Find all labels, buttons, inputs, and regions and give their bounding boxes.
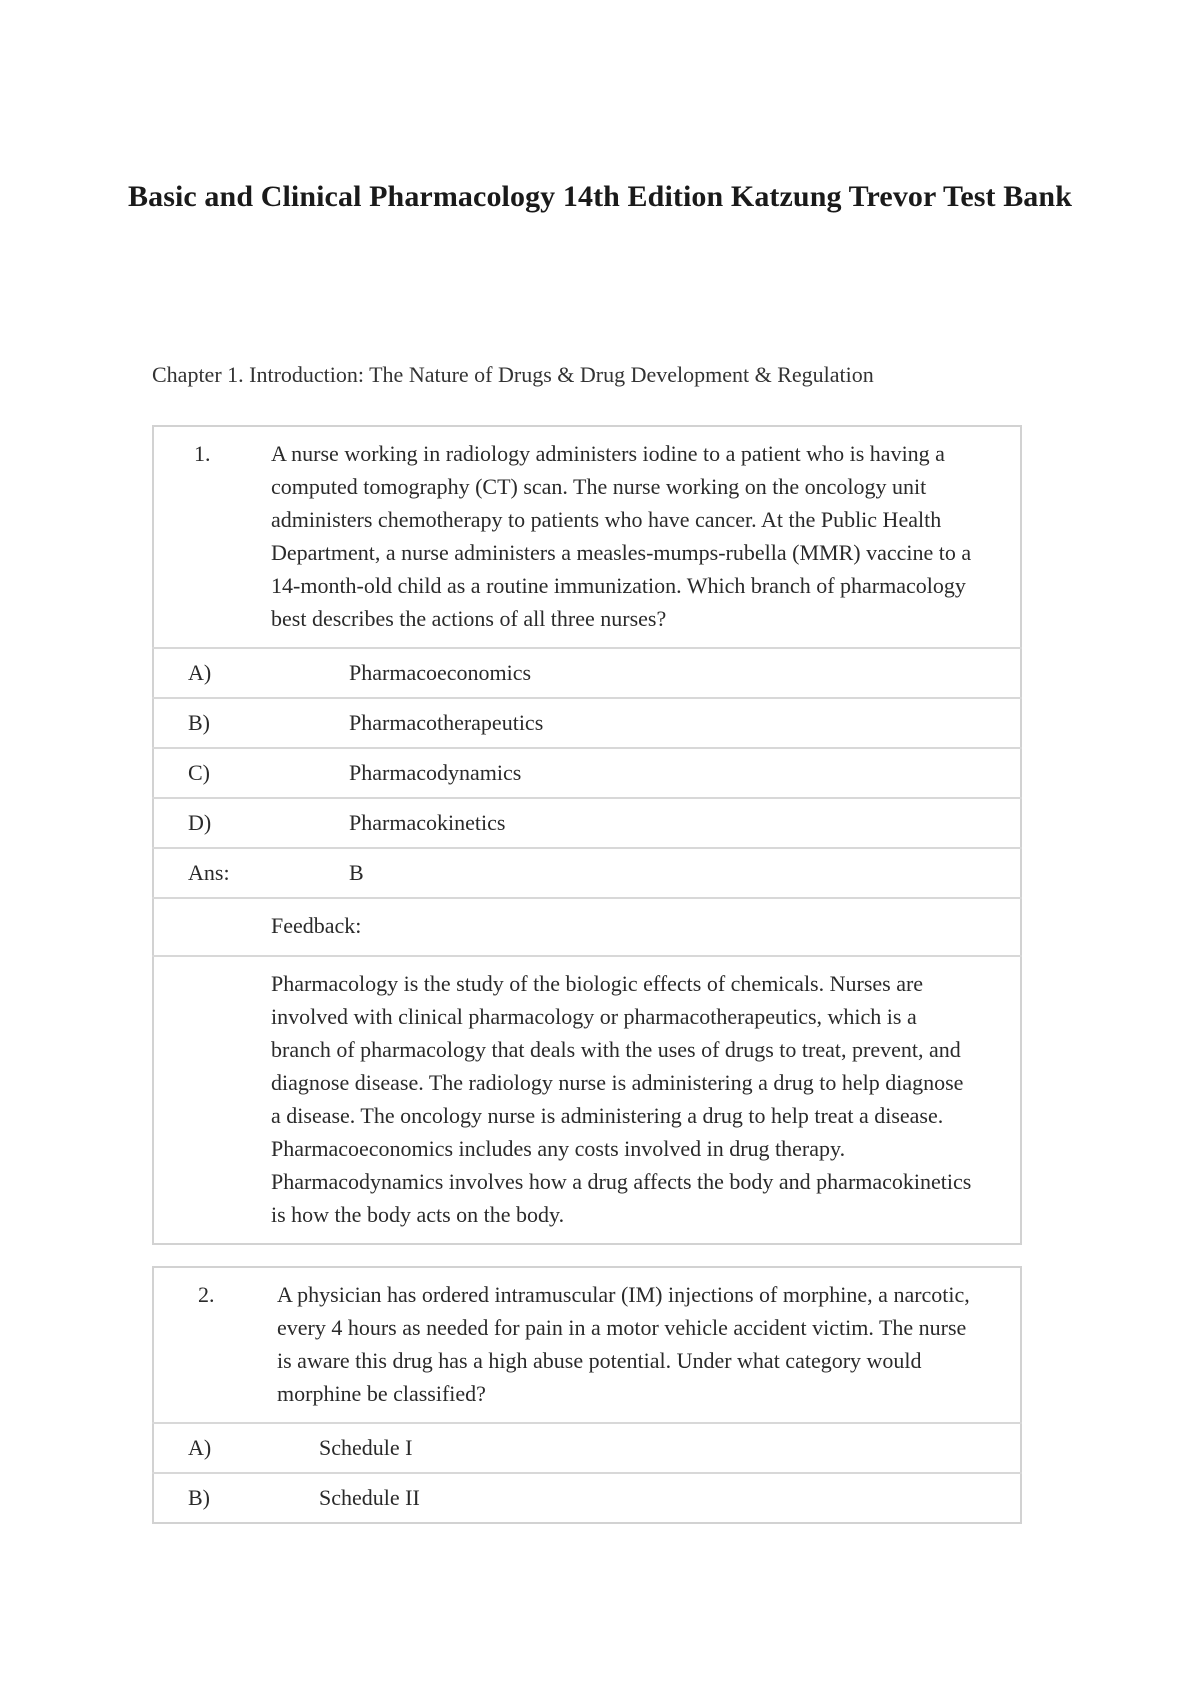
question-table-1 — [152, 425, 1022, 1245]
chapter-heading: Chapter 1. Introduction: The Nature of Drugs & Drug Development & Regulation — [152, 362, 874, 387]
option-label: A) — [153, 648, 271, 698]
option-row — [153, 1423, 1021, 1473]
feedback-text: Pharmacology is the study of the biologic effects of chemicals. Nurses are involved with clinical pharmacology or pharmacotherapeutics, which is a branch of pharmacology that deals with the uses of drugs to treat, prevent, and diagnose disease. The radiology nurse is administering a drug to help diagnose a disease. The oncology nurse is administering a drug to help treat a disease. Pharmacoeconomics includes any costs involved in drug therapy. Pharmacodynamics involves how a drug affects the body and pharmacokinetics is how the body acts on the body. — [271, 956, 1021, 1244]
option-row — [153, 648, 1021, 698]
document-title: Basic and Clinical Pharmacology 14th Edition Katzung Trevor Test Bank — [128, 180, 1072, 213]
option-text: Schedule II — [277, 1473, 1021, 1523]
question-stem: A nurse working in radiology administers iodine to a patient who is having a computed tomography (CT) scan. The nurse working on the oncology unit administers chemotherapy to patients who have cancer. At the Public Health Department, a nurse administers a measles-mumps-rubella (MMR) vaccine to a 14-month-old child as a routine immunization. Which branch of pharmacology best describes the actions of all three nurses? — [271, 441, 972, 631]
question-number: 1. — [194, 441, 211, 466]
question-number: 2. — [198, 1282, 215, 1307]
option-label: C) — [153, 748, 271, 798]
option-text: Pharmacodynamics — [271, 748, 1021, 798]
option-label: D) — [153, 798, 271, 848]
answer-value: B — [271, 848, 1021, 898]
feedback-label-spacer — [153, 898, 271, 956]
option-text: Pharmacoeconomics — [271, 648, 1021, 698]
feedback-label: Feedback: — [271, 898, 1021, 956]
question-stem-row — [153, 1267, 1021, 1423]
feedback-body-spacer — [153, 956, 271, 1244]
feedback-body-row — [153, 956, 1021, 1244]
option-text: Pharmacokinetics — [271, 798, 1021, 848]
answer-row — [153, 848, 1021, 898]
answer-label: Ans: — [153, 848, 271, 898]
option-label: B) — [153, 1473, 277, 1523]
question-stem: A physician has ordered intramuscular (IM) injections of morphine, a narcotic, every 4 hours as needed for pain in a motor vehicle accident victim. The nurse is aware this drug has a high abuse potential. Under what category would morphine be classified? — [277, 1282, 970, 1406]
question-table-2 — [152, 1266, 1022, 1524]
option-row — [153, 798, 1021, 848]
question-stem-row — [153, 426, 1021, 648]
feedback-header-row — [153, 898, 1021, 956]
option-label: B) — [153, 698, 271, 748]
option-row — [153, 698, 1021, 748]
option-row — [153, 748, 1021, 798]
option-text: Pharmacotherapeutics — [271, 698, 1021, 748]
option-text: Schedule I — [277, 1423, 1021, 1473]
option-label: A) — [153, 1423, 277, 1473]
option-row — [153, 1473, 1021, 1523]
